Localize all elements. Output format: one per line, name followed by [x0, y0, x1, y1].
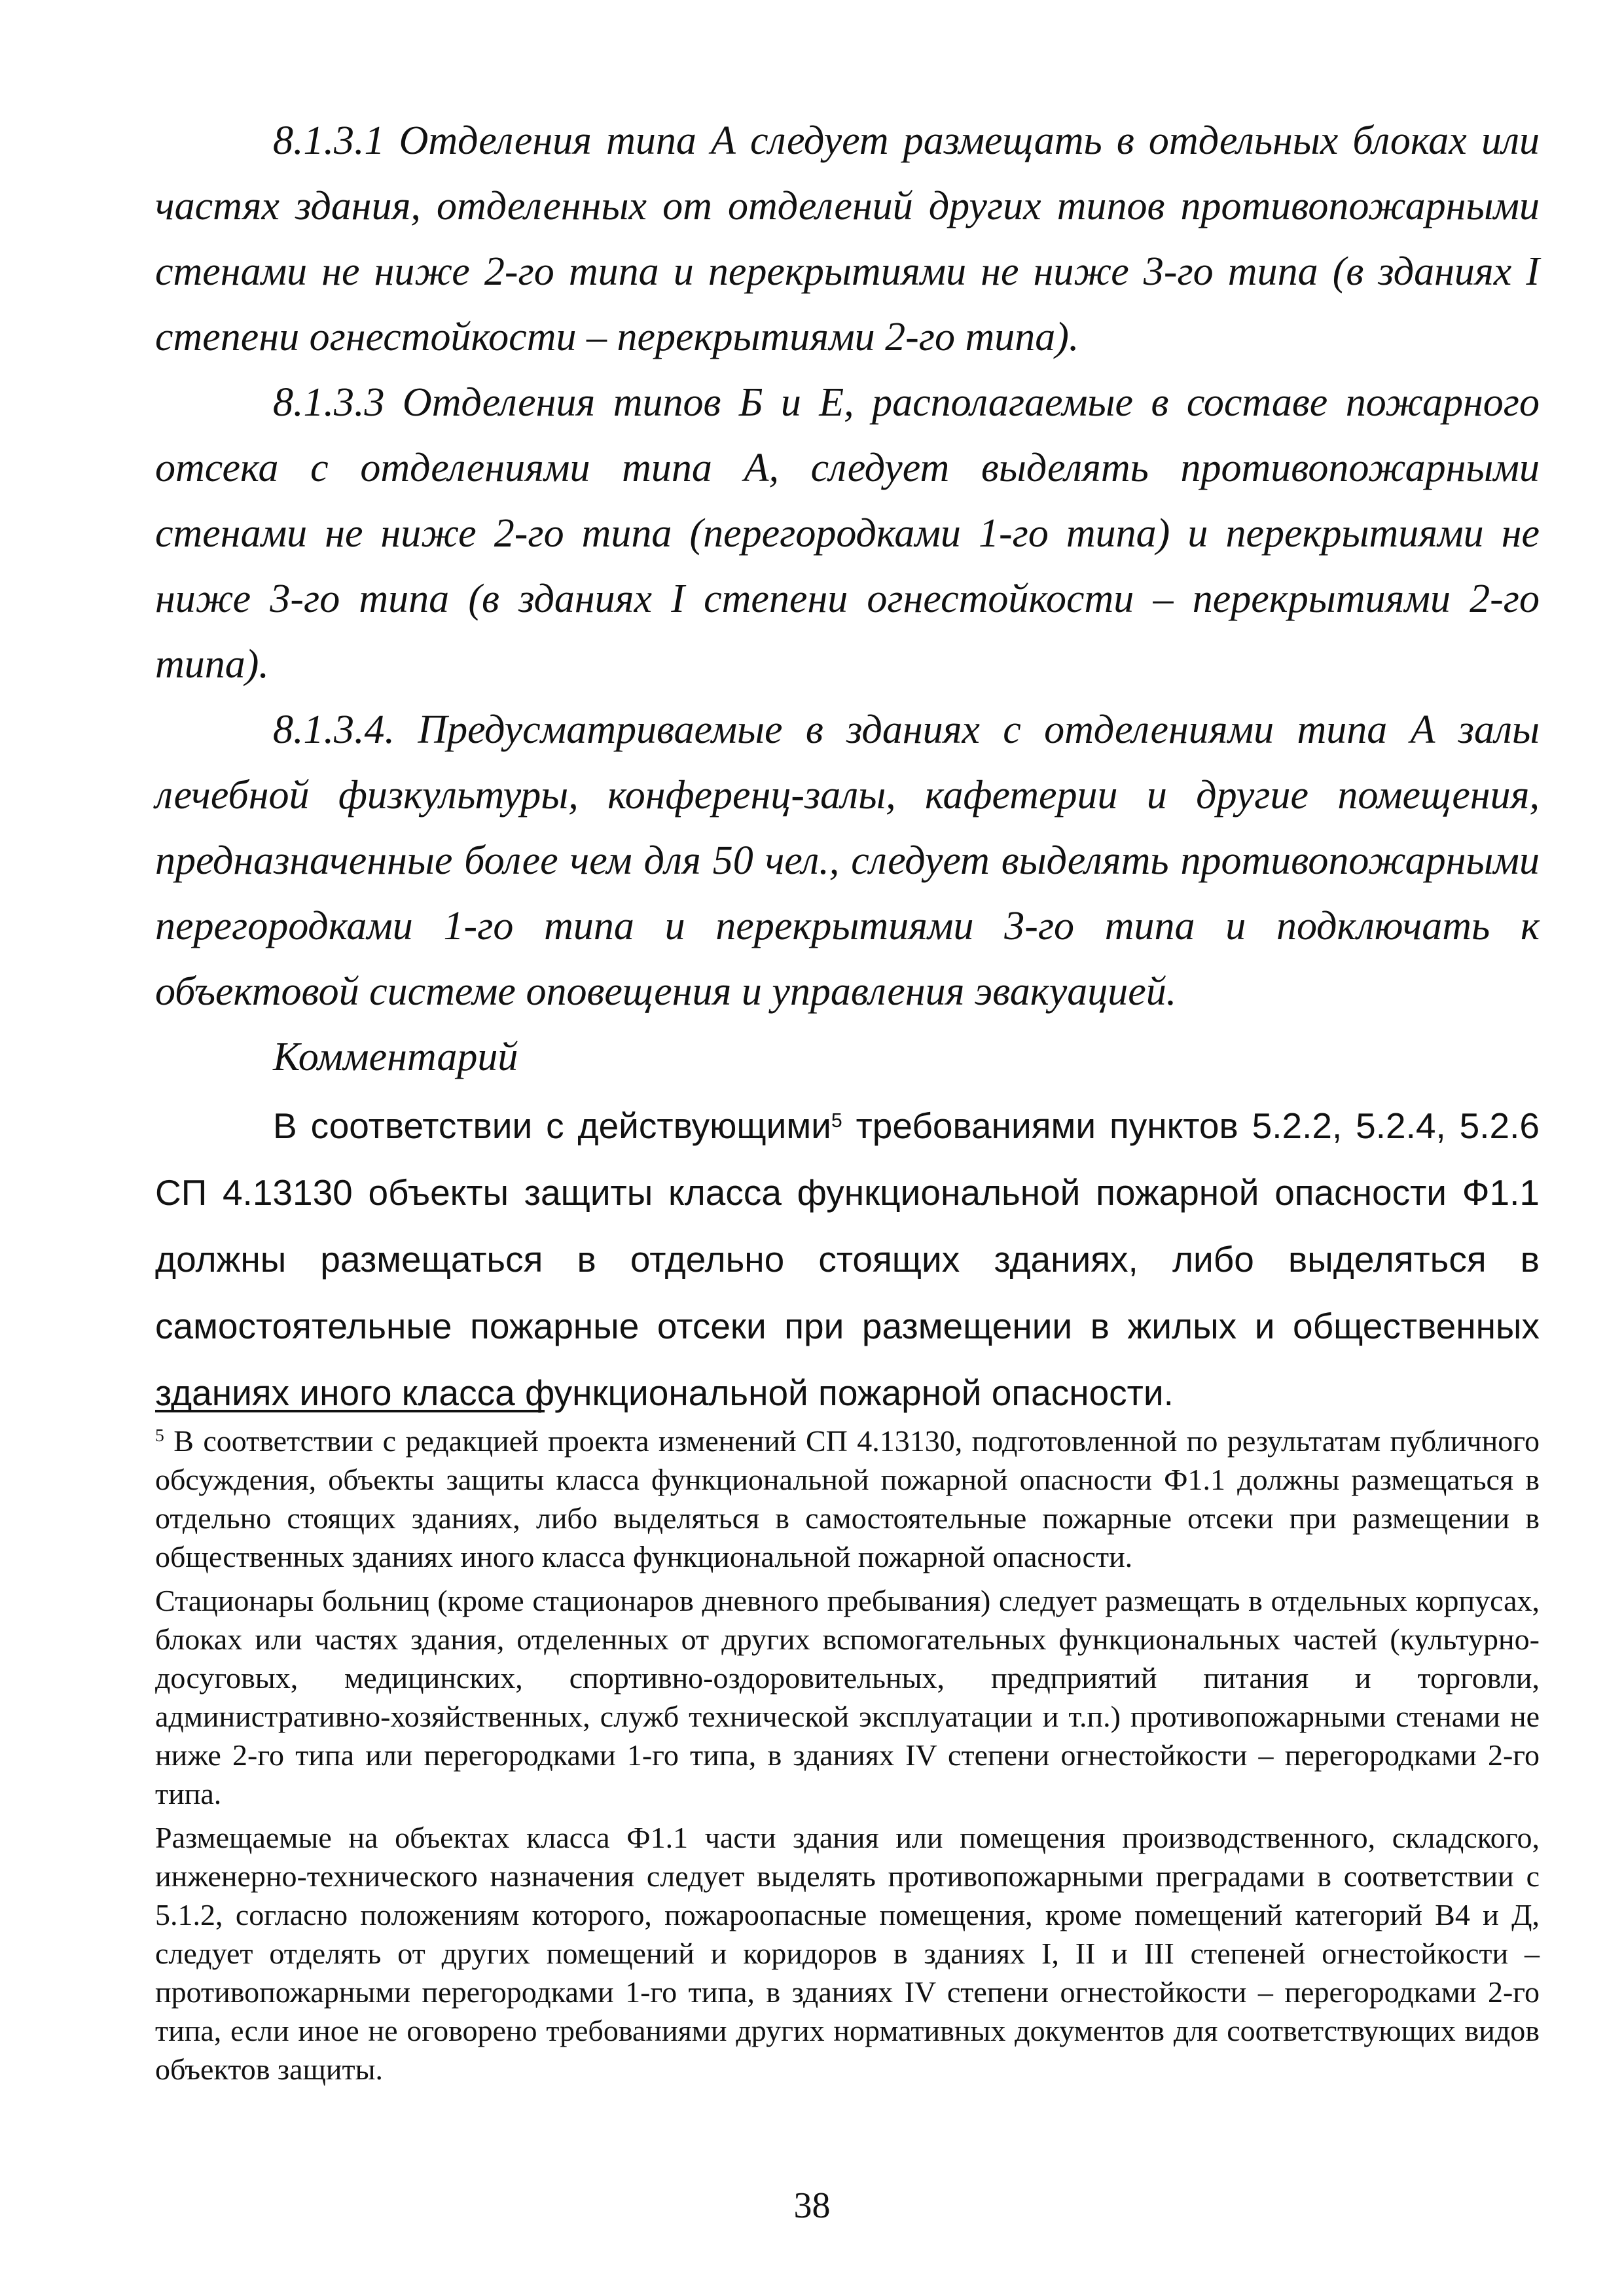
page-number: 38: [793, 2185, 831, 2226]
footnote-paragraph-2: Стационары больниц (кроме стационаров дневного пребывания) следует размещать в отдельных корпусах, блоках или частях здания, отделенных от других вспомогательных функциональных частей (культурно-досуговых, медицинских, спортивно-оздоровительных, предприятий питания и торговли, административно-хозяйственных, служб технической эксплуатации и т.п.) противопожарными стенами не ниже 2-го типа или перегородками 1-го типа, в зданиях IV степени огнестойкости – перегородками 2-го типа.: [155, 1584, 1540, 1810]
comment-heading: Комментарий: [273, 1035, 518, 1079]
footnote-reference[interactable]: 5: [831, 1110, 842, 1132]
comment-text-rest: требованиями пунктов 5.2.2, 5.2.4, 5.2.6 СП 4.13130 объекты защиты класса функциональной пожарной опасности Ф1.1 должны размещаться в отдельно стоящих зданиях, либо выделяться в самостоятельные пожарные отсеки при размещении в жилых и общественных зданиях иного класса функциональной пожарной опасности.: [155, 1105, 1540, 1413]
comment-paragraph: [155, 1092, 1540, 1426]
paragraph-8-1-3-4: 8.1.3.4. Предусматриваемые в зданиях с отделениями типа А залы лечебной физкультуры, конференц-залы, кафетерии и другие помещения, предназначенные более чем для 50 чел., следует выделять противопожарными перегородками 1-го типа и перекрытиями 3-го типа и подключать к объектовой системе оповещения и управления эвакуацией.: [155, 708, 1540, 1014]
footnote-block: [155, 1422, 1540, 2089]
paragraph-8-1-3-1: 8.1.3.1 Отделения типа А следует размещать в отдельных блоках или частях здания, отделенных от отделений других типов противопожарными стенами не ниже 2-го типа и перекрытиями не ниже 3-го типа (в зданиях I степени огнестойкости – перекрытиями 2-го типа).: [155, 118, 1540, 359]
comment-text-start: В соответствии с действующими: [273, 1105, 831, 1146]
footnote-paragraph-1: [155, 1422, 1540, 1576]
page-body: [155, 108, 1540, 1426]
footnote-marker: 5: [155, 1424, 164, 1445]
footnote-text-1: В соответствии с редакцией проекта изменений СП 4.13130, подготовленной по результатам публичного обсуждения, объекты защиты класса функциональной пожарной опасности Ф1.1 должны размещаться в отдельно стоящих зданиях, либо выделяться в самостоятельные пожарные отсеки при размещении в общественных зданиях иного класса функциональной пожарной опасности.: [155, 1424, 1540, 1573]
footnote-separator: [155, 1410, 545, 1412]
footnote-paragraph-3: Размещаемые на объектах класса Ф1.1 части здания или помещения производственного, складского, инженерно-технического назначения следует выделять противопожарными преградами в соответствии с 5.1.2, согласно положениям которого, пожароопасные помещения, кроме помещений категорий В4 и Д, следует отделять от других помещений и коридоров в зданиях I, II и III степеней огнестойкости – противопожарными перегородками 1-го типа, в зданиях IV степени огнестойкости – перегородками 2-го типа, если иное не оговорено требованиями других нормативных документов для соответствующих видов объектов защиты.: [155, 1821, 1540, 2086]
paragraph-8-1-3-3: 8.1.3.3 Отделения типов Б и Е, располагаемые в составе пожарного отсека с отделениями типа А, следует выделять противопожарными стенами не ниже 2-го типа (перегородками 1-го типа) и перекрытиями не ниже 3-го типа (в зданиях I степени огнестойкости – перекрытиями 2-го типа).: [155, 380, 1540, 687]
